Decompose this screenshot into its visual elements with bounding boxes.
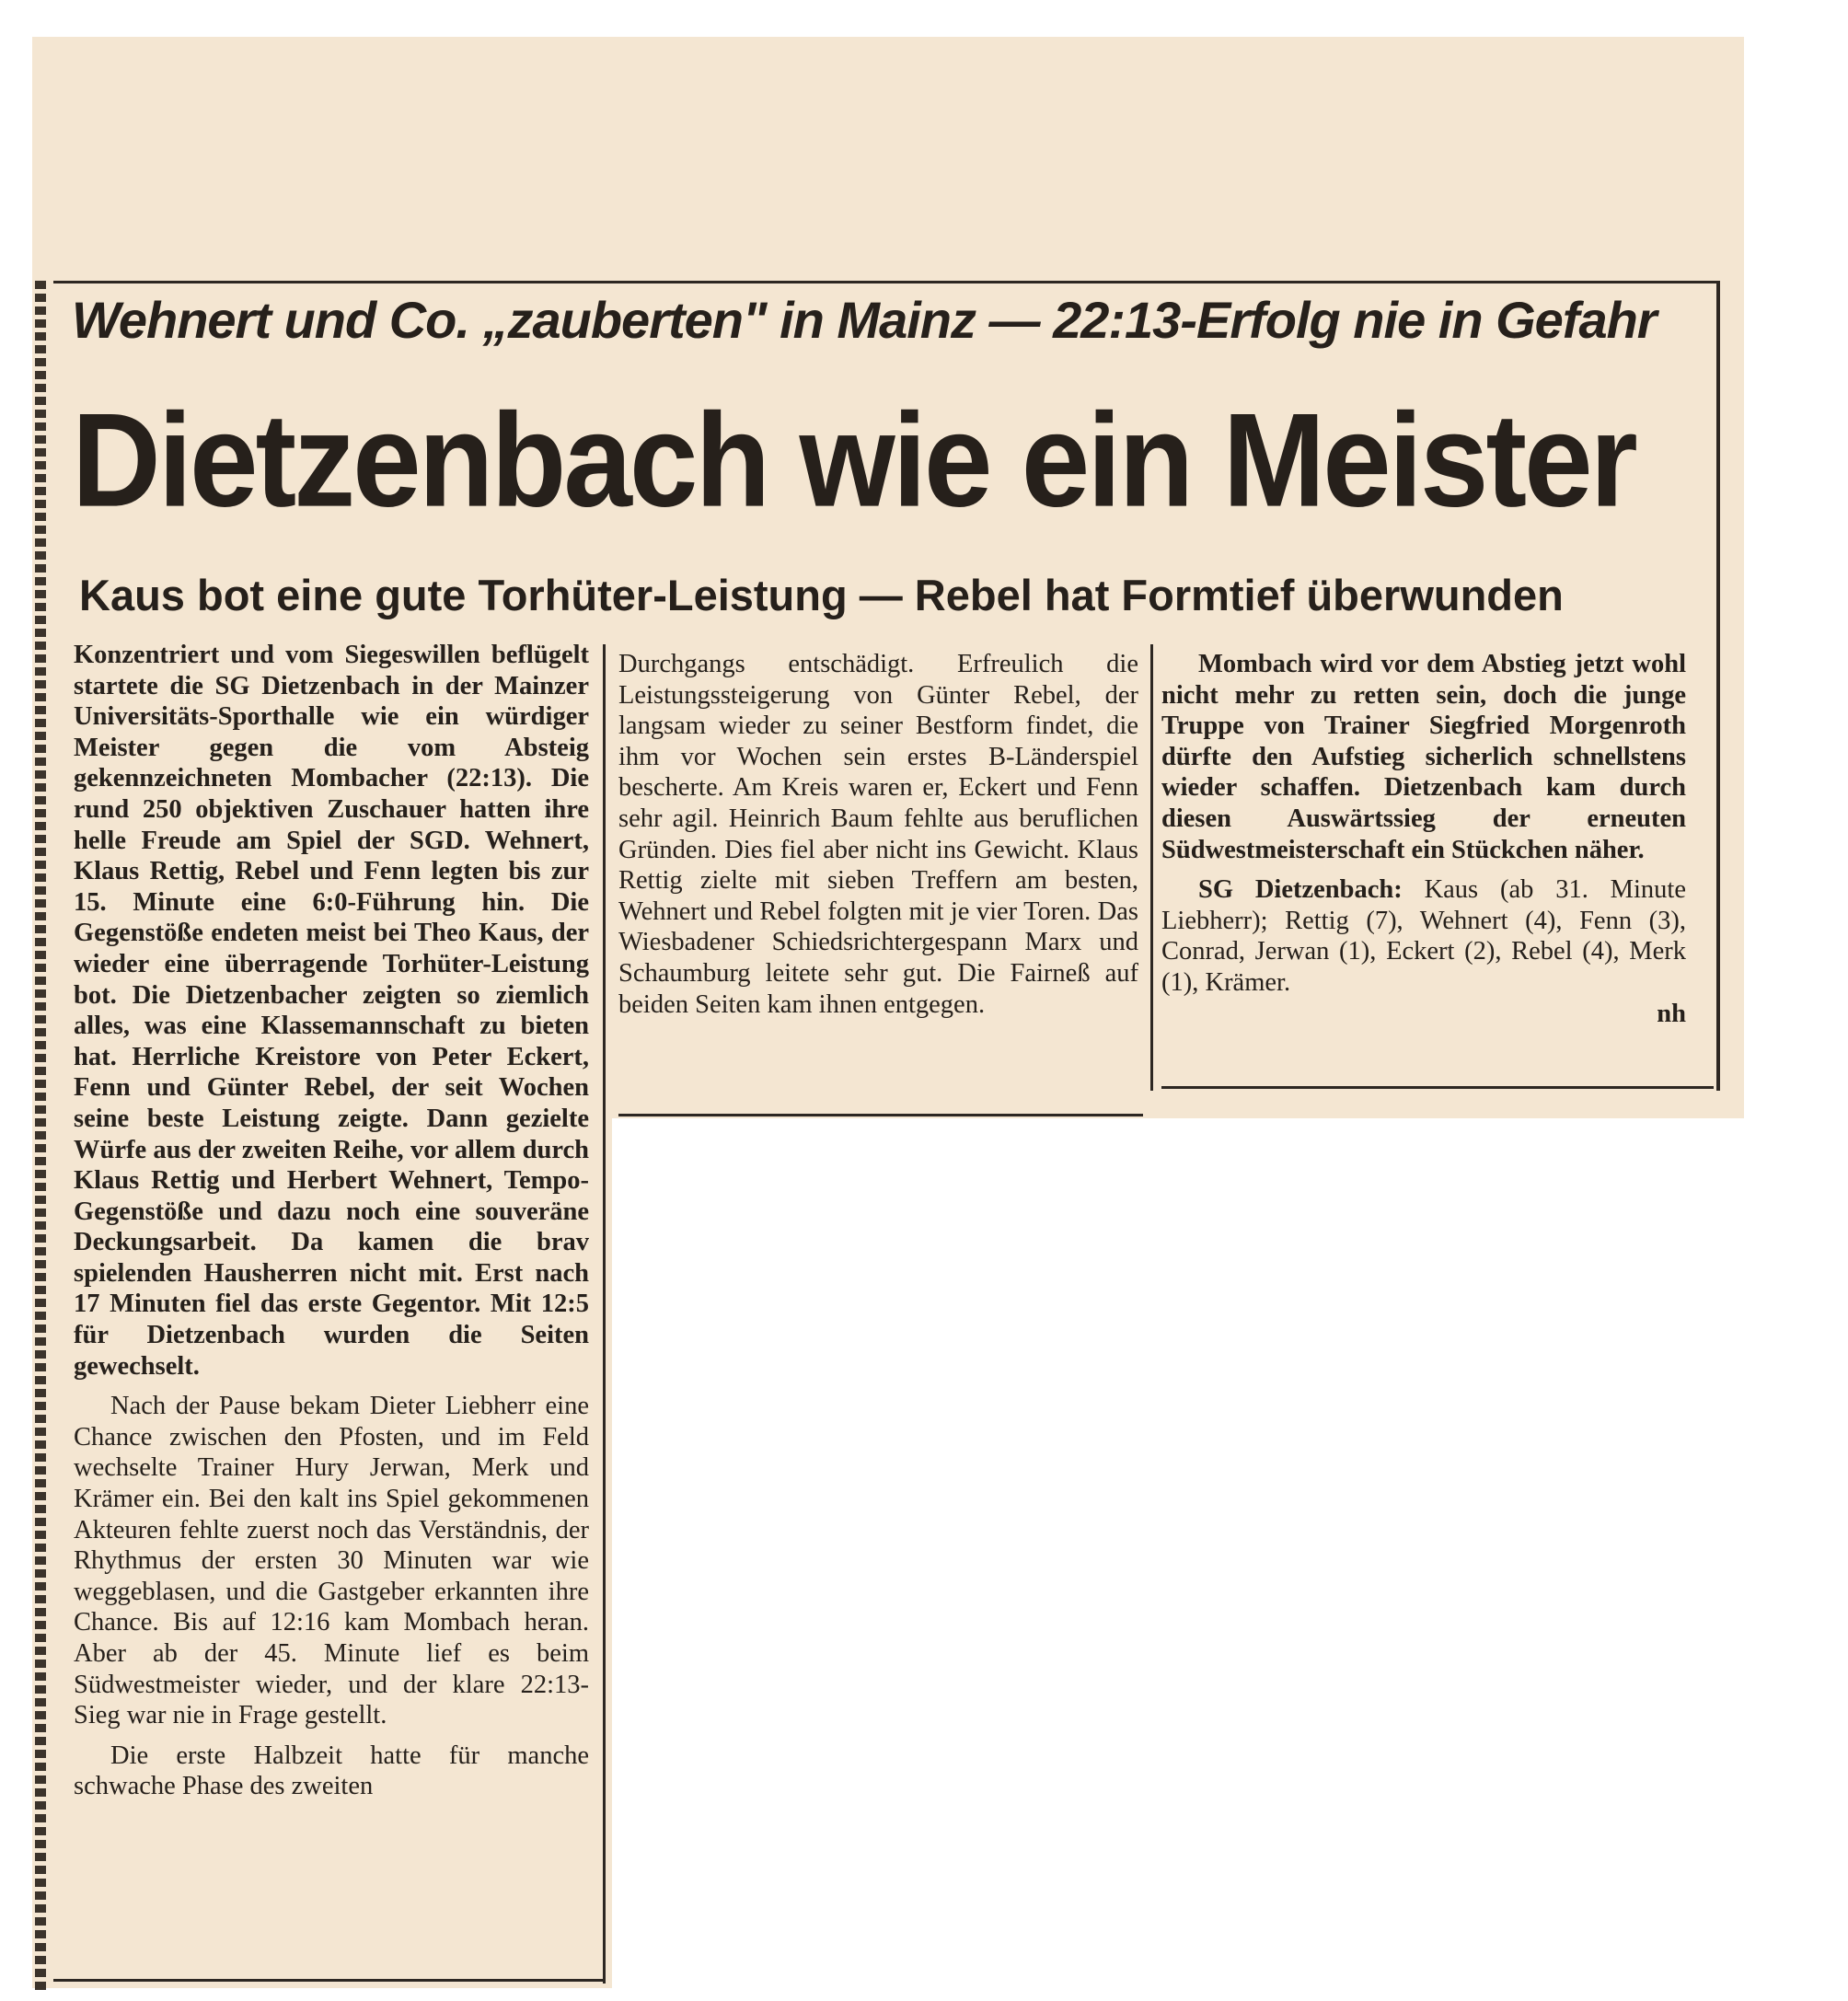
article-column-2: [618, 649, 1138, 1020]
right-rule: [1716, 281, 1720, 1091]
column-2-end-rule: [618, 1114, 1143, 1116]
lineup-text: Kaus (ab 31. Minute Liebherr); Rettig (7), Wehnert (4), Fenn (3), Conrad, Jerwan (1), Eckert (2), Rebel (4), Merk (1), Krämer.: [1161, 875, 1686, 997]
column-3-end-rule: [1161, 1086, 1714, 1089]
article-column-1: [74, 640, 589, 1802]
lineup-label: SG Dietzenbach:: [1198, 875, 1403, 905]
paragraph-intro: Konzentriert und vom Siegeswillen beflügelt startete die SG Dietzenbach in der Mainzer Universitäts-Sporthalle wie ein würdiger Meister gegen die vom Absteig gekennzeichneten Mombacher (22:13). Die rund 250 objektiven Zuschauer hatten ihre helle Freude am Spiel der SGD. Wehnert, Klaus Rettig, Rebel und Fenn legten bis zur 15. Minute eine 6:0-Führung hin. Die Gegenstöße endeten meist bei Theo Kaus, der wieder eine überragende Torhüter-Leistung bot. Die Dietzenbacher zeigten so ziemlich alles, was eine Klassemannschaft zu bieten hat. Herrliche Kreistore von Peter Eckert, Fenn und Günter Rebel, der seit Wochen seine beste Leistung zeigte. Dann gezielte Würfe aus der zweiten Reihe, vor allem durch Klaus Rettig und Herbert Wehnert, Tempo-Gegenstöße und dazu noch eine souveräne Deckungsarbeit. Da kamen die brav spielenden Hausherren nicht mit. Erst nach 17 Minuten fiel das erste Gegentor. Mit 12:5 für Dietzenbach wurden die Seiten gewechselt.: [74, 641, 589, 1381]
perforated-border: [35, 281, 46, 1993]
article-kicker: Wehnert und Co. „zauberten" in Mainz — 22:13-Erfolg nie in Gefahr: [72, 291, 1657, 349]
article-headline: Dietzenbach wie ein Meister: [72, 387, 1635, 535]
column-divider-2: [1150, 644, 1153, 1091]
author-initials: nh: [1657, 999, 1686, 1028]
bottom-rule: [53, 1979, 606, 1982]
article-subhead: Kaus bot eine gute Torhüter-Leistung — Rebel hat Formtief überwunden: [79, 571, 1564, 619]
paragraph-first-half: Die erste Halbzeit hatte für manche schwache Phase des zweiten: [74, 1741, 589, 1801]
article-column-3: [1161, 649, 1686, 1029]
paragraph-lineup: [1161, 874, 1686, 998]
paragraph-second-half: Nach der Pause bekam Dieter Liebherr eine Chance zwischen den Pfosten, und im Feld wechselte Trainer Hury Jerwan, Merk und Krämer ein. Bei den kalt ins Spiel gekommenen Akteuren fehlte zuerst noch das Verständnis, der Rhythmus der ersten 30 Minuten war wie weggeblasen, und die Gastgeber erkannten ihre Chance. Bis auf 12:16 kam Mombach heran. Aber ab der 45. Minute lief es beim Südwestmeister wieder, und der klare 22:13-Sieg war nie in Frage gestellt.: [74, 1392, 589, 1730]
paragraph-outlook: Mombach wird vor dem Abstieg jetzt wohl nicht mehr zu retten sein, doch die junge Truppe von Trainer Siegfried Morgenroth dürfte den Aufstieg sicherlich schnellstens wieder schaffen. Dietzenbach kam durch diesen Auswärtssieg der erneuten Südwestmeisterschaft ein Stückchen näher.: [1161, 650, 1686, 864]
column-divider-1: [603, 644, 606, 1984]
paragraph-continuation: Durchgangs entschädigt. Erfreulich die Leistungssteigerung von Günter Rebel, der langsam wieder zu seiner Bestform findet, die ihm vor Wochen sein erstes B-Länderspiel bescherte. Am Kreis waren er, Eckert und Fenn sehr agil. Heinrich Baum fehlte aus beruflichen Gründen. Dies fiel aber nicht ins Gewicht. Klaus Rettig zielte mit sieben Treffern am besten, Wehnert und Rebel folgten mit je vier Toren. Das Wiesbadener Schiedsrichtergespann Marx und Schaumburg leitete sehr gut. Die Fairneß auf beiden Seiten kam ihnen entgegen.: [618, 650, 1138, 1019]
